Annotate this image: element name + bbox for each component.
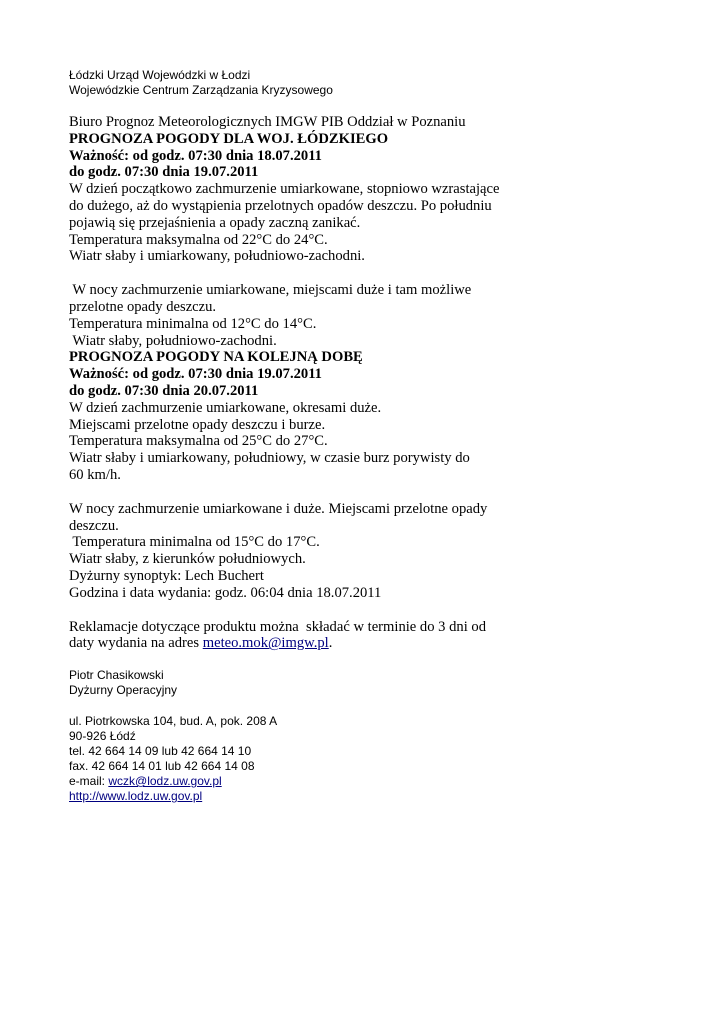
contact-email-link[interactable]: wczk@lodz.uw.gov.pl — [108, 774, 222, 789]
forecast-title: PROGNOZA POGODY DLA WOJ. ŁÓDZKIEGO — [69, 130, 389, 147]
forecast-day-line: do dużego, aż do wystąpienia przelotnych opadów deszczu. Po południu — [69, 197, 492, 214]
contact-fax: fax. 42 664 14 01 lub 42 664 14 08 — [69, 759, 255, 774]
forecast-day-line: Wiatr słaby i umiarkowany, południowo-zachodni. — [69, 248, 365, 265]
document-body — [69, 68, 699, 804]
contact-block — [69, 714, 699, 804]
header-office: Łódzki Urząd Wojewódzki w Łodzi — [69, 68, 251, 82]
header-block — [69, 68, 699, 98]
signature-block — [69, 668, 699, 698]
issue-time-line: Godzina i data wydania: godz. 06:04 dnia 18.07.2011 — [69, 584, 382, 601]
validity-to: do godz. 07:30 dnia 19.07.2011 — [69, 164, 259, 181]
complaint-suffix: . — [328, 635, 333, 652]
signatory-role: Dyżurny Operacyjny — [69, 683, 178, 698]
complaint-email-link[interactable]: meteo.mok@imgw.pl — [202, 635, 329, 652]
forecast-night-line: Temperatura minimalna od 12°C do 14°C. — [69, 315, 317, 332]
forecast-block — [69, 114, 699, 652]
contact-website-link[interactable]: http://www.lodz.uw.gov.pl — [69, 789, 203, 804]
next-day-line: 60 km/h. — [69, 466, 121, 483]
next-day-line: Miejscami przelotne opady deszczu i burze. — [69, 416, 326, 433]
complaint-address-line — [69, 635, 699, 652]
signatory-name: Piotr Chasikowski — [69, 668, 164, 683]
contact-email-line — [69, 774, 699, 789]
contact-phone: tel. 42 664 14 09 lub 42 664 14 10 — [69, 744, 252, 759]
next-validity-from: Ważność: od godz. 07:30 dnia 19.07.2011 — [69, 366, 322, 383]
forecast-day-line: Temperatura maksymalna od 22°C do 24°C. — [69, 231, 328, 248]
next-day-line: Temperatura maksymalna od 25°C do 27°C. — [69, 433, 328, 450]
next-night-line: Temperatura minimalna od 15°C do 17°C. — [69, 534, 320, 551]
next-day-line: Wiatr słaby i umiarkowany, południowy, w czasie burz porywisty do — [69, 450, 470, 467]
synoptician-line: Dyżurny synoptyk: Lech Buchert — [69, 567, 264, 584]
forecast-source: Biuro Prognoz Meteorologicznych IMGW PIB Oddział w Poznaniu — [69, 114, 466, 130]
next-validity-to: do godz. 07:30 dnia 20.07.2011 — [69, 382, 259, 399]
next-day-title: PROGNOZA POGODY NA KOLEJNĄ DOBĘ — [69, 349, 363, 366]
validity-from: Ważność: od godz. 07:30 dnia 18.07.2011 — [69, 147, 322, 164]
contact-website-line — [69, 789, 699, 804]
contact-email-label: e-mail: — [69, 774, 109, 789]
forecast-day-line: pojawią się przejaśnienia a opady zaczną zanikać. — [69, 214, 361, 231]
complaint-prefix: daty wydania na adres — [69, 635, 203, 652]
header-center: Wojewódzkie Centrum Zarządzania Kryzysowego — [69, 83, 333, 97]
forecast-day-line: W dzień początkowo zachmurzenie umiarkowane, stopniowo wzrastające — [69, 181, 500, 198]
next-day-line: W dzień zachmurzenie umiarkowane, okresami duże. — [69, 399, 382, 416]
forecast-night-line: przelotne opady deszczu. — [69, 298, 217, 315]
contact-city: 90-926 Łódź — [69, 729, 136, 744]
contact-address: ul. Piotrkowska 104, bud. A, pok. 208 A — [69, 714, 278, 729]
forecast-night-line: Wiatr słaby, południowo-zachodni. — [69, 332, 277, 349]
next-night-line: deszczu. — [69, 517, 119, 534]
next-night-line: Wiatr słaby, z kierunków południowych. — [69, 551, 306, 568]
complaint-line: Reklamacje dotyczące produktu można składać w terminie do 3 dni od — [69, 618, 486, 635]
next-night-line: W nocy zachmurzenie umiarkowane i duże. Miejscami przelotne opady — [69, 500, 488, 517]
forecast-night-line: W nocy zachmurzenie umiarkowane, miejscami duże i tam możliwe — [69, 282, 472, 299]
